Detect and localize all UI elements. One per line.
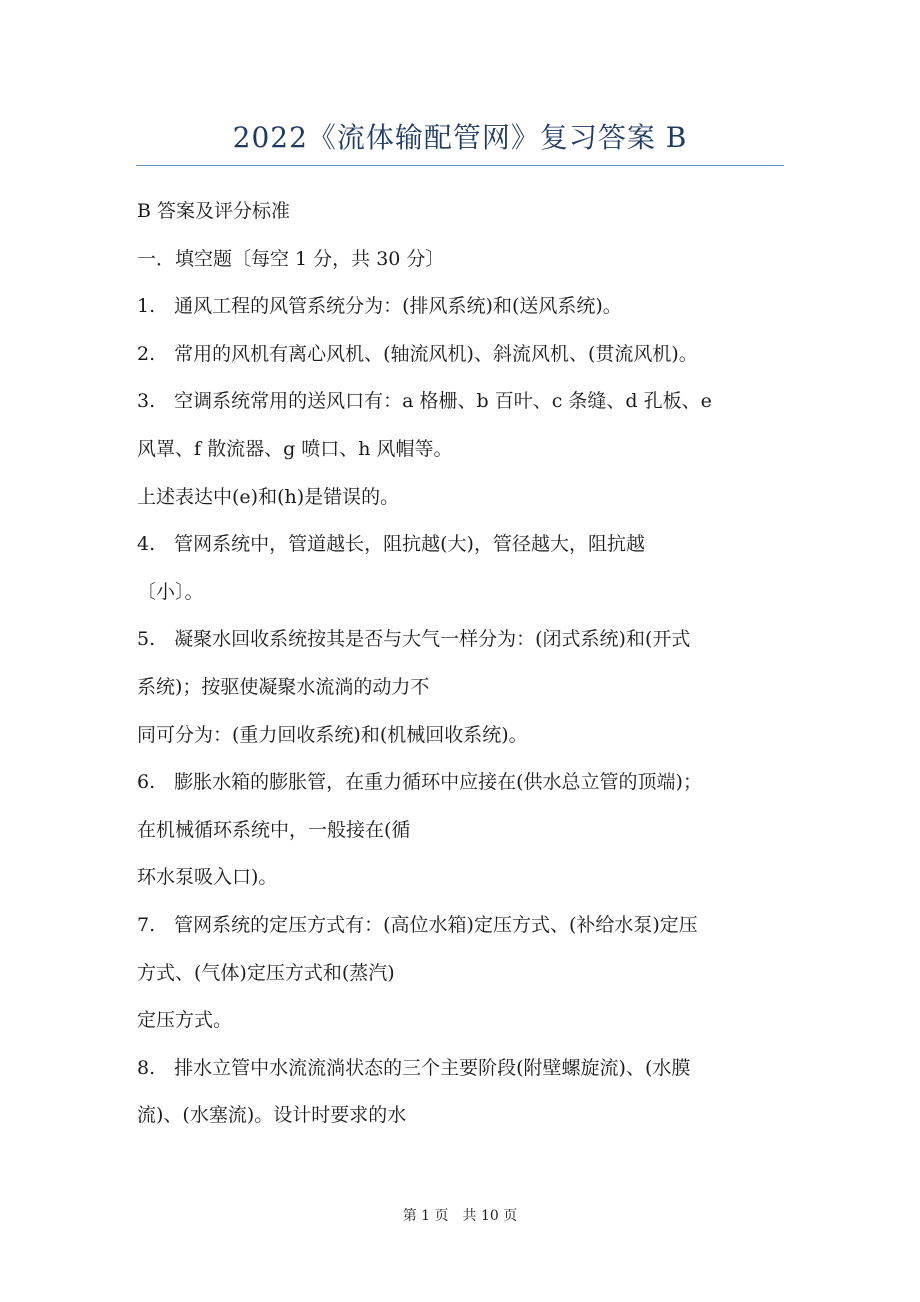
text-line: 5. 凝聚水回收系统按其是否与大气一样分为：(闭式系统)和(开式 xyxy=(137,628,691,651)
text-line: 系统)；按驱使凝聚水流淌的动力不 xyxy=(137,675,430,698)
text-line: 定压方式。 xyxy=(137,1009,233,1032)
text-line: 4. 管网系统中，管道越长，阻抗越(大)，管径越大，阻抗越 xyxy=(137,533,645,556)
text-line: 流)、(水塞流)。设计时要求的水 xyxy=(137,1104,407,1127)
text-line: 〔小〕。 xyxy=(137,580,204,603)
text-line: 同可分为：(重力回收系统)和(机械回收系统)。 xyxy=(137,723,528,746)
document-title: 2022《流体输配管网》复习答案 B xyxy=(232,121,688,154)
document-body xyxy=(137,200,787,1152)
text-line: 2. 常用的风机有离心风机、(轴流风机)、斜流风机、(贯流风机)。 xyxy=(137,342,698,365)
text-line: 7. 管网系统的定压方式有：(高位水箱)定压方式、(补给水泵)定压 xyxy=(137,913,698,936)
title-underline xyxy=(136,165,784,166)
section-heading: B 答案及评分标准 xyxy=(137,200,291,222)
text-line: 1. 通风工程的风管系统分为：(排风系统)和(送风系统)。 xyxy=(137,295,622,318)
text-line: 6. 膨胀水箱的膨胀管，在重力循环中应接在(供水总立管的顶端)； xyxy=(137,771,702,794)
text-line: 方式、(气体)定压方式和(蒸汽) xyxy=(137,961,395,984)
text-line: 3. 空调系统常用的送风口有：a 格栅、b 百叶、c 条缝、d 孔板、e xyxy=(137,390,712,413)
section-heading: 一．填空题〔每空 1 分，共 30 分〕 xyxy=(137,247,445,270)
text-line: 在机械循环系统中，一般接在(循 xyxy=(137,818,411,841)
text-line: 环水泵吸入口)。 xyxy=(137,866,278,889)
text-line: 上述表达中(e)和(h)是错误的。 xyxy=(137,485,400,508)
text-line: 风罩、f 散流器、g 喷口、h 风帽等。 xyxy=(137,437,453,460)
text-line: 8. 排水立管中水流流淌状态的三个主要阶段(附壁螺旋流)、(水膜 xyxy=(137,1056,691,1079)
page-number-footer: 第 1 页 共 10 页 xyxy=(402,1208,518,1224)
